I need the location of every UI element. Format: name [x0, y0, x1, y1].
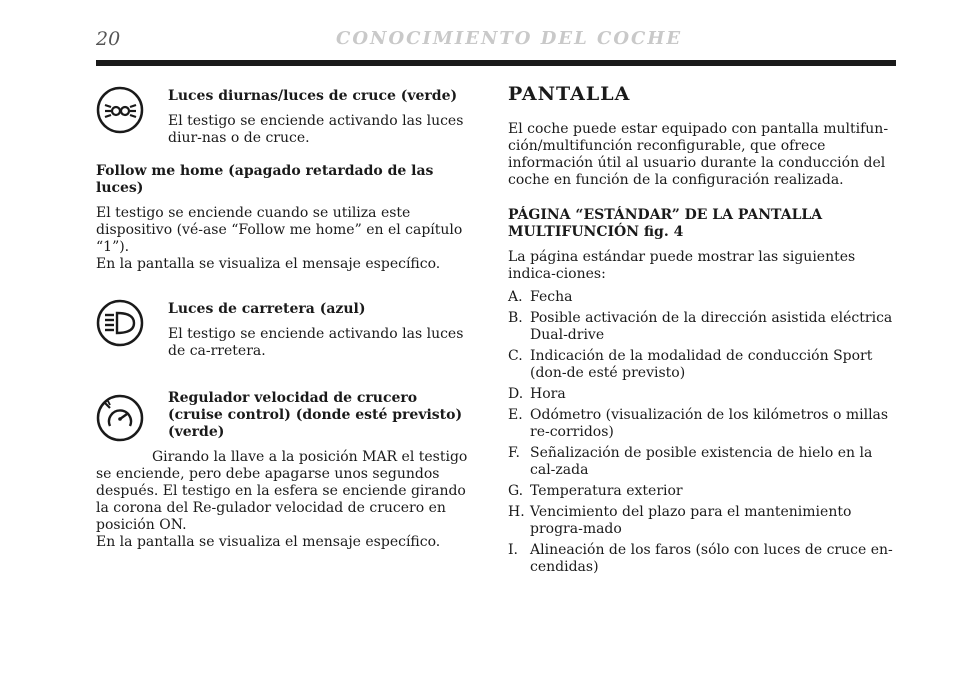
indication-list	[508, 289, 896, 576]
page-header	[96, 28, 896, 54]
cruise-title-2: (cruise control) (donde esté previsto)	[168, 407, 463, 423]
list-item: D. Hora	[508, 386, 566, 402]
list-item: H. Vencimiento del plazo para el mantenimiento progra-mado	[508, 504, 852, 537]
cruise-text-2: En la pantalla se visualiza el mensaje específico.	[96, 534, 441, 550]
drl-block	[96, 88, 476, 147]
follow-text: El testigo se enciende cuando se utiliza este dispositivo (vé-ase “Follow me home” en el capítulo “1”).	[96, 205, 463, 255]
list-lead: La página estándar puede mostrar las siguientes indica-ciones:	[508, 249, 856, 282]
cruise-title-3: (verde)	[168, 424, 225, 440]
cruise-block	[96, 390, 476, 441]
drl-title: Luces diurnas/luces de cruce (verde)	[168, 88, 458, 104]
list-item: F. Señalización de posible existencia de hielo en la cal-zada	[508, 445, 873, 478]
list-item: B. Posible activación de la dirección asistida eléctrica Dual-drive	[508, 310, 893, 343]
list-item: A. Fecha	[508, 289, 573, 305]
list-item: C. Indicación de la modalidad de conducción Sport (don-de esté previsto)	[508, 348, 873, 381]
follow-title: Follow me home (apagado retardado de las luces)	[96, 163, 434, 196]
cruise-control-icon	[96, 394, 144, 442]
drl-text: El testigo se enciende activando las luces diur-nas o de cruce.	[168, 113, 464, 146]
cruise-text: Girando la llave a la posición MAR el testigo se enciende, pero debe apagarse unos segundos después. El testigo en la esfera se enciende girando la corona del Re-gulador velocidad de crucero en posición ON.	[96, 449, 468, 533]
high-beam-block	[96, 301, 476, 360]
left-column	[96, 88, 476, 551]
pantalla-intro: El coche puede estar equipado con pantalla multifun-ción/multifunción reconfigurable, que ofrece información útil al usuario durante la conducción del coche en función de la configuración realizada.	[508, 121, 889, 188]
low-beam-icon	[96, 86, 144, 134]
high-beam-icon	[96, 299, 144, 347]
page-number: 20	[96, 28, 121, 50]
pantalla-heading: PANTALLA	[508, 83, 631, 105]
cruise-title-1: Regulador velocidad de crucero	[168, 390, 418, 406]
follow-text-2: En la pantalla se visualiza el mensaje específico.	[96, 256, 441, 272]
subheading-line-1: PÁGINA “ESTÁNDAR” DE LA PANTALLA	[508, 207, 823, 223]
header-rule	[96, 60, 896, 66]
subheading-line-2: MULTIFUNCIÓN fig. 4	[508, 224, 684, 240]
right-column	[508, 83, 896, 580]
list-item: I. Alineación de los faros (sólo con luces de cruce en-cendidas)	[508, 542, 893, 575]
list-item: G. Temperatura exterior	[508, 483, 683, 499]
high-beam-title: Luces de carretera (azul)	[168, 301, 366, 317]
high-beam-text: El testigo se enciende activando las luces de ca-rretera.	[168, 326, 464, 359]
list-item: E. Odómetro (visualización de los kilómetros o millas re-corridos)	[508, 407, 889, 440]
section-title: CONOCIMIENTO DEL COCHE	[336, 28, 683, 49]
